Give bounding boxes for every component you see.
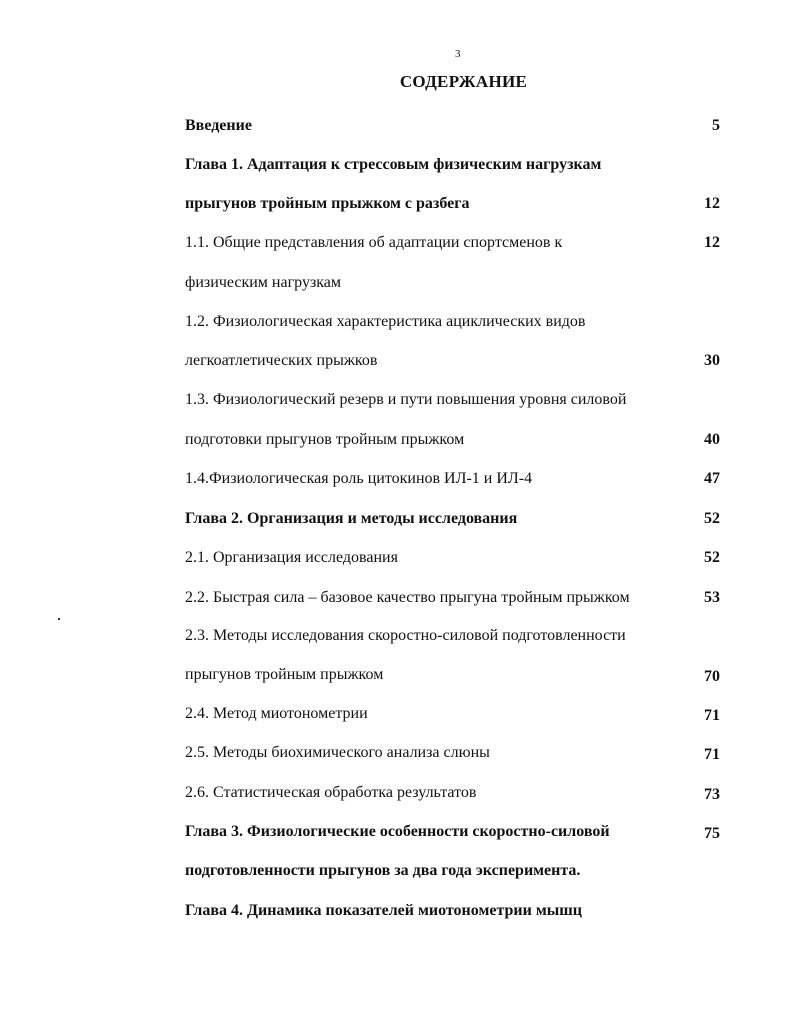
toc-page-1-3: 40	[704, 431, 720, 448]
toc-page-intro: 5	[712, 117, 720, 134]
toc-line-2-2: 2.2. Быстрая сила – базовое качество прыгуна тройным прыжком	[185, 589, 630, 606]
toc-line-2-5: 2.5. Методы биохимического анализа слюны	[185, 744, 490, 761]
page-title: СОДЕРЖАНИЕ	[399, 72, 528, 91]
toc-line-2-6: 2.6. Статистическая обработка результатов	[185, 784, 477, 801]
toc-line-1-3-cont: подготовки прыгунов тройным прыжком	[185, 431, 465, 448]
toc-page-1-4: 47	[704, 470, 720, 487]
toc-page-2-6: 73	[704, 786, 720, 803]
toc-line-1-3: 1.3. Физиологический резерв и пути повышения уровня силовой	[185, 391, 627, 408]
scan-speck	[58, 618, 60, 620]
toc-page-2-2: 53	[704, 589, 720, 606]
toc-line-ch1-cont: прыгунов тройным прыжком с разбега	[185, 195, 470, 212]
toc-line-2-3-cont: прыгунов тройным прыжком	[185, 666, 384, 683]
toc-line-ch3: Глава 3. Физиологические особенности скоростно-силовой	[185, 823, 610, 840]
page-number: 3	[455, 48, 461, 60]
toc-line-2-3: 2.3. Методы исследования скоростно-силовой подготовленности	[185, 627, 626, 644]
toc-line-ch2: Глава 2. Организация и методы исследования	[185, 510, 518, 527]
toc-line-2-4: 2.4. Метод миотонометрии	[185, 705, 368, 722]
toc-line-1-2: 1.2. Физиологическая характеристика ациклических видов	[185, 313, 586, 330]
toc-line-1-1-cont: физическим нагрузкам	[185, 274, 342, 291]
toc-page-2-4: 71	[704, 707, 720, 724]
toc-line-1-1: 1.1. Общие представления об адаптации спортсменов к	[185, 234, 563, 251]
toc-line-ch3-cont: подготовленности прыгунов за два года эксперимента.	[185, 862, 581, 879]
toc-line-ch1: Глава 1. Адаптация к стрессовым физическим нагрузкам	[185, 156, 602, 173]
toc-line-intro: Введение	[185, 117, 252, 134]
toc-line-1-2-cont: легкоатлетических прыжков	[185, 352, 378, 369]
toc-line-2-1: 2.1. Организация исследования	[185, 549, 398, 566]
toc-page-1-2: 30	[704, 352, 720, 369]
toc-page-2-1: 52	[704, 549, 720, 566]
toc-page-2-3: 70	[704, 668, 720, 685]
toc-page-2-5: 71	[704, 746, 720, 763]
toc-page-ch3: 75	[704, 825, 720, 842]
toc-page-ch1: 12	[704, 195, 720, 212]
toc-page-ch2: 52	[704, 510, 720, 527]
toc-line-1-4: 1.4.Физиологическая роль цитокинов ИЛ-1 и ИЛ-4	[185, 470, 533, 487]
toc-line-ch4: Глава 4. Динамика показателей миотонометрии мышц	[185, 902, 582, 919]
toc-page-1-1: 12	[704, 234, 720, 251]
